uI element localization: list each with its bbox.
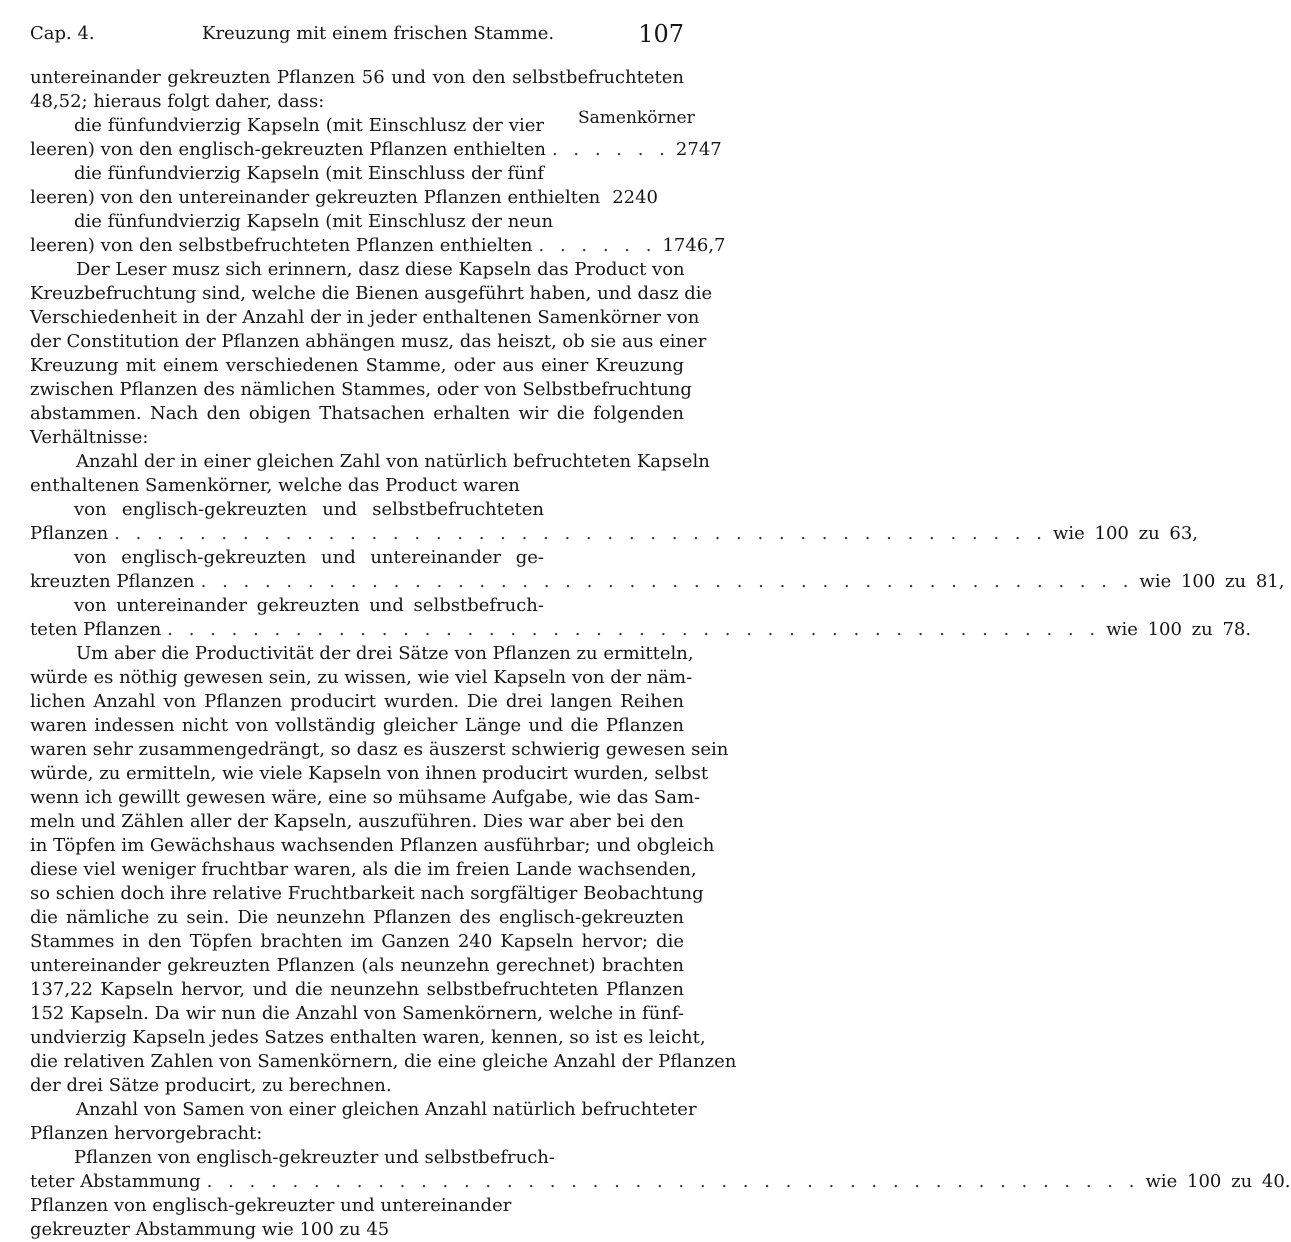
text-line: diese viel weniger fruchtbar waren, als die im freien Lande wachsenden, [30, 859, 697, 880]
leader-dots: . . . . . . . . . . . . . . . . . . . . . . . . . . . . . . . . . . . . . . . . . . . . [114, 523, 1047, 544]
text-line: Stammes in den Töpfen brachten im Ganzen 240 Kapseln hervor; die [30, 931, 684, 952]
text-line: der Constitution der Pflanzen abhängen musz, das heiszt, ob sie aus einer [30, 331, 707, 352]
table-row-label: teten Pflanzen [30, 619, 162, 640]
text-line: untereinander gekreuzten Pflanzen 56 und von den selbstbefruchteten [30, 67, 684, 88]
table-row-label: Pflanzen [30, 523, 109, 544]
text-line: zwischen Pflanzen des nämlichen Stammes, oder von Selbstbefruchtung [30, 379, 692, 400]
table-row-text: die fünfundvierzig Kapseln (mit Einschluss der fünf [74, 163, 544, 184]
table-row-value: wie 100 zu 78. [1106, 619, 1252, 640]
text-line: untereinander gekreuzten Pflanzen (als neunzehn gerechnet) brachten [30, 955, 684, 976]
table-row-text: die fünfundvierzig Kapseln (mit Einschlusz der neun [74, 211, 554, 232]
text-line: lichen Anzahl von Pflanzen producirt wurden. Die drei langen Reihen [30, 691, 684, 712]
table-row-label: kreuzten Pflanzen [30, 571, 195, 592]
table-row-value: 1746,7 [662, 235, 726, 256]
text-line: Um aber die Productivität der drei Sätze von Pflanzen zu ermitteln, [76, 643, 694, 664]
table-row-text: von englisch-gekreuzten und untereinander ge- [74, 547, 544, 568]
table-row-text: von englisch-gekreuzten und selbstbefruchteten [74, 499, 544, 520]
text-line: würde es nöthig gewesen sein, zu wissen, wie viel Kapseln von der näm- [30, 667, 693, 688]
leader-dots: . . . . . . [538, 235, 657, 256]
table-row-label: leeren) von den untereinander gekreuzten Pflanzen enthielten [30, 187, 601, 208]
table-row-text: die fünfundvierzig Kapseln (mit Einschlusz der vier [74, 115, 544, 136]
text-line: enthaltenen Samenkörner, welche das Product waren [30, 475, 520, 496]
text-line: so schien doch ihre relative Fruchtbarkeit nach sorgfältiger Beobachtung [30, 883, 704, 904]
text-line: abstammen. Nach den obigen Thatsachen erhalten wir die folgenden [30, 403, 684, 424]
table-row-label: leeren) von den englisch-gekreuzten Pflanzen enthielten [30, 139, 546, 160]
chapter-label: Cap. 4. [30, 23, 95, 44]
text-line: der drei Sätze producirt, zu berechnen. [30, 1075, 392, 1096]
page-number: 107 [638, 20, 684, 48]
text-line: Anzahl der in einer gleichen Zahl von natürlich befruchteten Kapseln [76, 451, 710, 472]
table-row-text: von untereinander gekreuzten und selbstbefruch- [74, 595, 544, 616]
leader-dots: . . . . . . . . . . . . . . . . . . . . . . . . . . . . . . . . . . . . . . . . . . . . [206, 1171, 1140, 1192]
text-line: Verhältnisse: [30, 427, 149, 448]
table-row [30, 186, 684, 210]
text-line: 152 Kapseln. Da wir nun die Anzahl von Samenkörnern, welche in fünf- [30, 1003, 684, 1024]
leader-dots: . . . . . . . . . . . . . . . . . . . . . . . . . . . . . . . . . . . . . . . . . . . . [200, 571, 1134, 592]
text-line: waren sehr zusammengedrängt, so dasz es äuszerst schwierig gewesen sein [30, 739, 729, 760]
text-line: wenn ich gewillt gewesen wäre, eine so mühsame Aufgabe, wie das Sam- [30, 787, 701, 808]
table-row [30, 1170, 1291, 1194]
table-row-label: gekreuzter Abstammung wie 100 zu 45 [30, 1219, 390, 1240]
text-line: die nämliche zu sein. Die neunzehn Pflanzen des englisch-gekreuzten [30, 907, 684, 928]
text-line: Verschiedenheit in der Anzahl der in jeder enthaltenen Samenkörner von [30, 307, 700, 328]
table-row-text: Pflanzen von englisch-gekreuzter und untereinander [30, 1195, 512, 1216]
table-row [30, 138, 722, 162]
leader-dots: . . . . . . [551, 139, 670, 160]
running-header [30, 20, 684, 50]
text-line: Kreuzbefruchtung sind, welche die Bienen ausgeführt haben, und dasz die [30, 283, 713, 304]
text-line: Der Leser musz sich erinnern, dasz diese Kapseln das Product von [76, 259, 685, 280]
text-line: Kreuzung mit einem verschiedenen Stamme, oder aus einer Kreuzung [30, 355, 684, 376]
running-title: Kreuzung mit einem frischen Stamme. [202, 23, 555, 44]
text-line: die relativen Zahlen von Samenkörnern, die eine gleiche Anzahl der Pflanzen [30, 1051, 737, 1072]
table-row-value: wie 100 zu 63, [1052, 523, 1199, 544]
text-line: meln und Zählen aller der Kapseln, auszuführen. Dies war aber bei den [30, 811, 684, 832]
table-row-text: Pflanzen von englisch-gekreuzter und selbstbefruch- [74, 1147, 555, 1168]
table-row [30, 522, 1199, 546]
table-row-label: leeren) von den selbstbefruchteten Pflanzen enthielten [30, 235, 533, 256]
text-line: würde, zu ermitteln, wie viele Kapseln von ihnen producirt wurden, selbst [30, 763, 709, 784]
table-row-value: 2747 [675, 139, 722, 160]
table-row [30, 570, 1285, 594]
leader-dots: . . . . . . . . . . . . . . . . . . . . . . . . . . . . . . . . . . . . . . . . . . . . [167, 619, 1101, 640]
table-row [30, 234, 726, 258]
table-row-label: teter Abstammung [30, 1171, 201, 1192]
text-line: undvierzig Kapseln jedes Satzes enthalten waren, kennen, so ist es leicht, [30, 1027, 706, 1048]
text-line: 48,52; hieraus folgt daher, dass: [30, 91, 325, 112]
text-line: in Töpfen im Gewächshaus wachsenden Pflanzen ausführbar; und obgleich [30, 835, 715, 856]
table-row [30, 618, 1252, 642]
text-line: Pflanzen hervorgebracht: [30, 1123, 263, 1144]
text-line: 137,22 Kapseln hervor, und die neunzehn selbstbefruchteten Pflanzen [30, 979, 684, 1000]
column-head-samenkoerner: Samenkörner [578, 108, 695, 128]
table-row-value: 2240 [612, 187, 659, 208]
text-line: Anzahl von Samen von einer gleichen Anzahl natürlich befruchteter [76, 1099, 697, 1120]
table-row-value: wie 100 zu 81, [1139, 571, 1285, 592]
table-row-value: wie 100 zu 40. [1145, 1171, 1291, 1192]
text-line: waren indessen nicht von vollständig gleicher Länge und die Pflanzen [30, 715, 684, 736]
table-row [30, 1194, 684, 1240]
